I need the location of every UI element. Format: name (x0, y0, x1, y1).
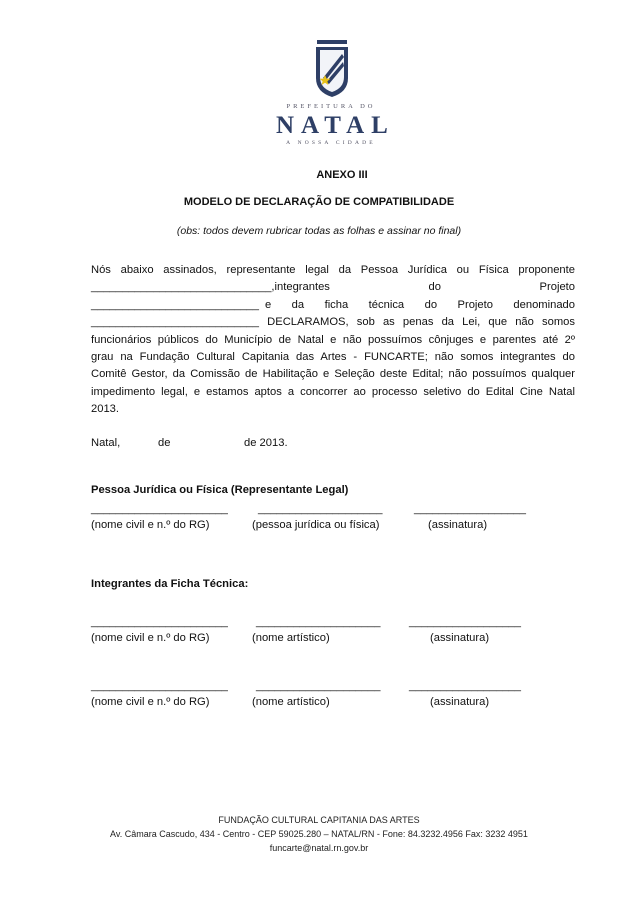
paragraph-line: Comitê Gestor, da Comissão de Habilitação e Seleção deste Edital; não possuímos qualquer (91, 368, 575, 381)
word-do: do (428, 281, 441, 294)
date-year: de 2013. (244, 437, 288, 449)
paragraph-line: funcionários públicos do Município de Natal e não possuímos cônjuges e parentes até 2º (91, 333, 575, 346)
label-signature: (assinatura) (430, 632, 490, 644)
paragraph-line: impedimento legal, e estamos aptos a concorrer ao processo seletivo do Edital Cine Natal (91, 385, 575, 398)
label-signature: (assinatura) (428, 519, 488, 531)
signature-line-artistic: ____________________ (256, 680, 381, 692)
document-title: MODELO DE DECLARAÇÃO DE COMPATIBILIDADE (183, 196, 455, 208)
signature-line-type: ____________________ (258, 503, 383, 515)
footer-organization: FUNDAÇÃO CULTURAL CAPITANIA DAS ARTES (218, 815, 420, 825)
signature-line-artistic: ____________________ (256, 616, 381, 628)
logo-tagline-text: A NOSSA CIDADE (286, 140, 376, 146)
label-artistic-name: (nome artístico) (252, 696, 330, 708)
ficha-tecnica-text: e da ficha técnica do Projeto denominado (265, 298, 575, 311)
signature-line-name: ______________________ (91, 616, 228, 628)
section-title-integrantes: Integrantes da Ficha Técnica: (91, 578, 249, 590)
paragraph-line: Nós abaixo assinados, representante legal da Pessoa Jurídica ou Física proponente (91, 264, 575, 276)
natal-emblem-icon (314, 40, 350, 98)
signature-line-sign: __________________ (409, 680, 521, 692)
blank-proponente: _____________________________,integrantes (91, 281, 330, 294)
signature-line-sign: __________________ (409, 616, 521, 628)
instruction-note: (obs: todos devem rubricar todas as folhas e assinar no final) (176, 225, 462, 237)
label-person-type: (pessoa jurídica ou física) (252, 519, 380, 531)
label-name-rg: (nome civil e n.º do RG) (91, 519, 210, 531)
paragraph-line (91, 279, 575, 296)
logo-prefeitura-text: PREFEITURA DO (286, 103, 376, 110)
paragraph-line: grau na Fundação Cultural Capitania das Artes - FUNCARTE; não somos integrantes do (91, 351, 575, 364)
footer-email: funcarte@natal.rn.gov.br (269, 843, 369, 853)
blank-projeto: ___________________________ (91, 298, 259, 311)
paragraph-line (91, 297, 575, 314)
footer-address: Av. Câmara Cascudo, 434 - Centro - CEP 59025.280 – NATAL/RN - Fone: 84.3232.4956 Fax: 3232 4951 (110, 829, 528, 839)
logo-natal-text: NATAL (276, 112, 395, 139)
date-city: Natal, (91, 437, 121, 449)
section-title-representante: Pessoa Jurídica ou Física (Representante Legal) (91, 484, 349, 496)
prefeitura-logo (276, 40, 395, 158)
declaration-paragraph (91, 262, 575, 419)
signature-line-sign: __________________ (414, 503, 526, 515)
label-name-rg: (nome civil e n.º do RG) (91, 696, 210, 708)
paragraph-line: ___________________________ DECLARAMOS, sob as penas da Lei, que não somos (91, 316, 575, 329)
paragraph-line: 2013. (91, 403, 119, 416)
label-signature: (assinatura) (430, 696, 490, 708)
annex-title: ANEXO III (316, 169, 368, 181)
signature-line-name: ______________________ (91, 503, 228, 515)
signature-line-name: ______________________ (91, 680, 228, 692)
date-de: de (158, 437, 171, 449)
label-artistic-name: (nome artístico) (252, 632, 330, 644)
label-name-rg: (nome civil e n.º do RG) (91, 632, 210, 644)
word-projeto: Projeto (539, 281, 575, 294)
